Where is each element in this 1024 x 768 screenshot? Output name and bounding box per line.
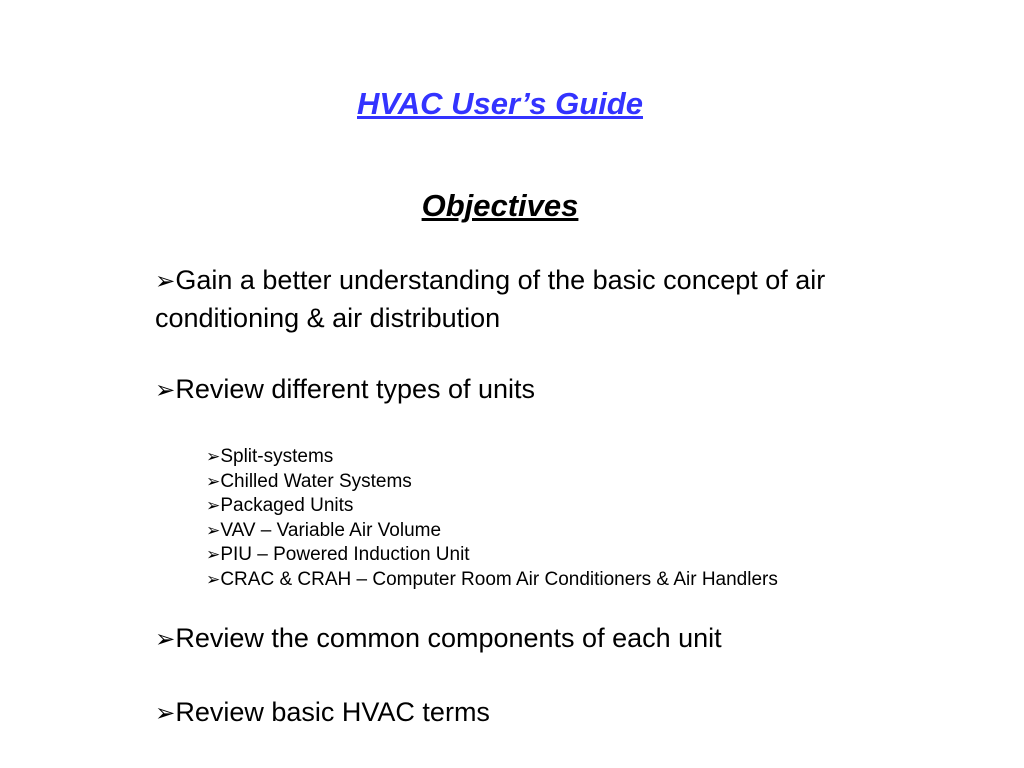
arrow-bullet-icon: ➢ (206, 520, 221, 540)
list-item (206, 543, 926, 568)
bullet-item (155, 371, 875, 409)
arrow-bullet-icon: ➢ (155, 377, 176, 404)
arrow-bullet-icon: ➢ (206, 545, 221, 565)
arrow-bullet-icon: ➢ (155, 268, 176, 295)
arrow-bullet-icon: ➢ (206, 471, 221, 491)
list-item (206, 519, 926, 544)
list-item-text: Split-systems (220, 446, 334, 467)
objectives-heading: Objectives (421, 188, 579, 223)
list-item (206, 445, 926, 470)
list-item-text: VAV – Variable Air Volume (220, 519, 442, 541)
list-item-text: PIU – Powered Induction Unit (220, 544, 470, 566)
list-item-text: CRAC & CRAH – Computer Room Air Conditioners & Air Handlers (220, 568, 778, 590)
bullet-text: Review the common components of each unit (175, 623, 722, 653)
list-item-text: Packaged Units (220, 495, 354, 517)
arrow-bullet-icon: ➢ (206, 569, 221, 589)
arrow-bullet-icon: ➢ (155, 700, 176, 727)
unit-types-list (206, 445, 926, 593)
bullet-text: Gain a better understanding of the basic concept of air conditioning & air distribution (155, 265, 826, 333)
list-item (206, 494, 926, 519)
list-item-text: Chilled Water Systems (220, 470, 412, 492)
bullet-text: Review basic HVAC terms (175, 697, 490, 727)
bullet-item (155, 694, 875, 732)
bullet-text: Review different types of units (175, 374, 536, 404)
bullet-item (155, 620, 875, 658)
arrow-bullet-icon: ➢ (155, 626, 176, 653)
list-item (206, 470, 926, 495)
bullet-item (155, 262, 875, 337)
title-link[interactable]: HVAC User’s Guide (357, 86, 643, 121)
arrow-bullet-icon: ➢ (206, 447, 221, 466)
list-item (206, 568, 926, 593)
arrow-bullet-icon: ➢ (206, 496, 221, 516)
